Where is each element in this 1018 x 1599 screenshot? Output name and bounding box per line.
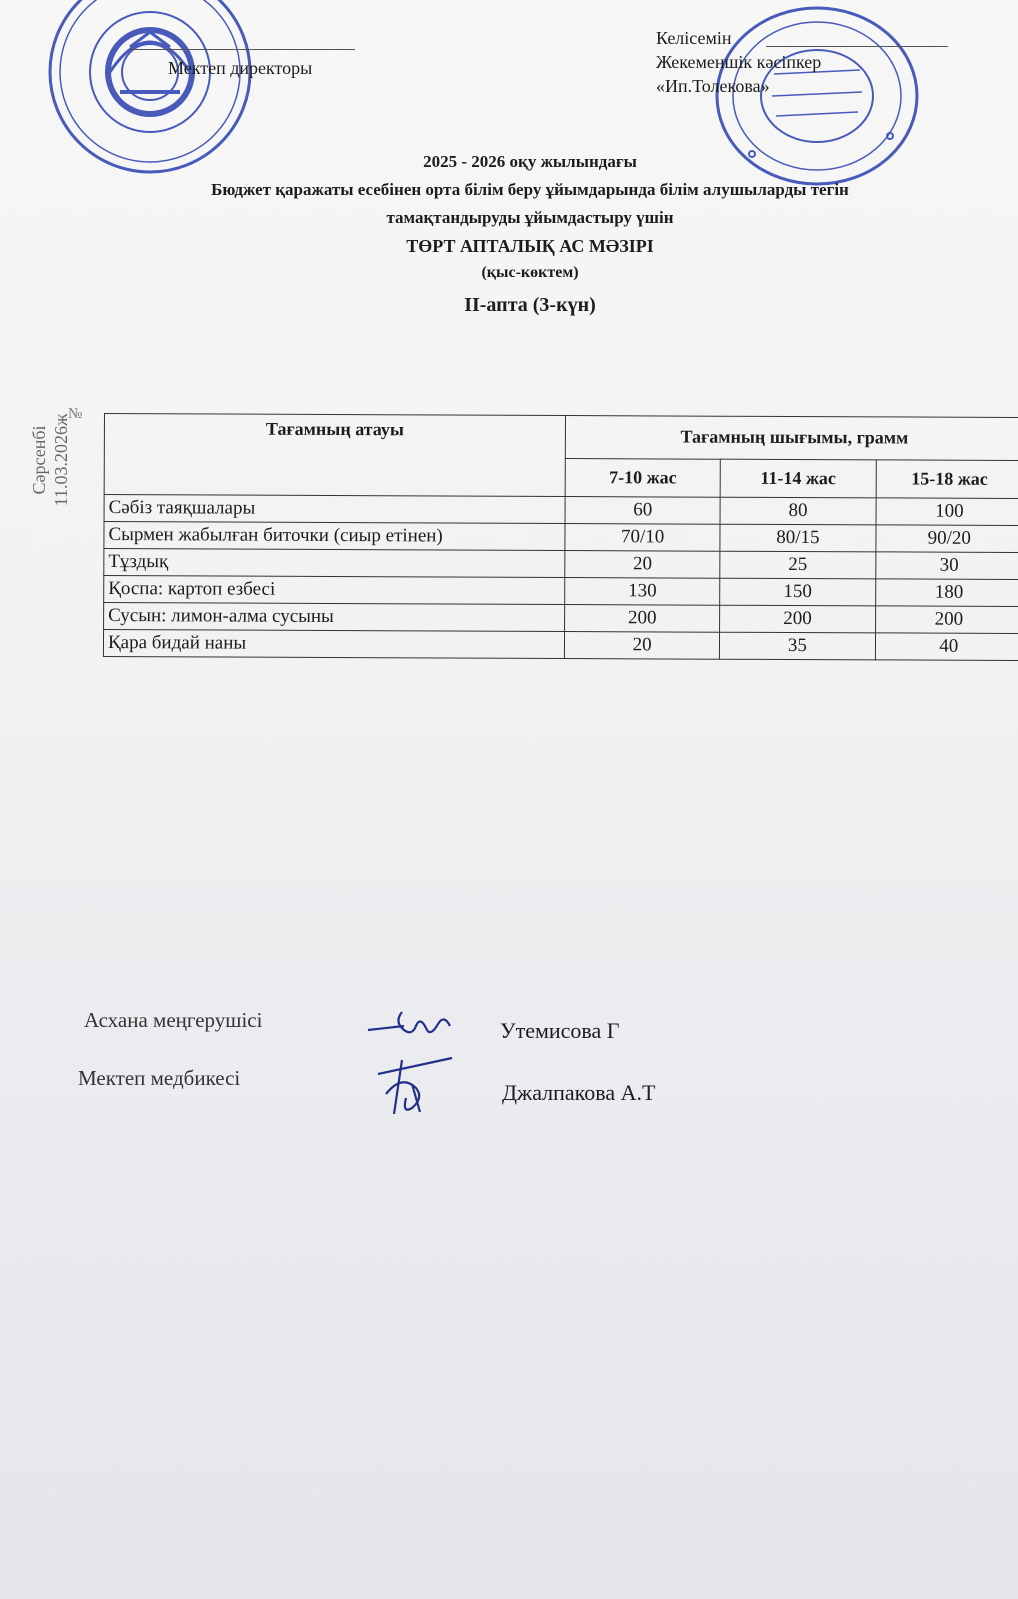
title-line-3: тамақтандыруды ұйымдастыру үшін	[386, 208, 674, 227]
title-line-4: ТӨРТ АПТАЛЫҚ АС МӘЗІРІ	[406, 236, 654, 256]
dish-name: Сәбіз таяқшалары	[104, 495, 565, 524]
table-row	[104, 576, 1018, 607]
portion-11-14: 80/15	[720, 524, 875, 552]
dish-name: Қара бидай наны	[103, 630, 564, 659]
portion-15-18: 30	[875, 552, 1018, 580]
table-row	[104, 603, 1018, 634]
dish-name-header: Тағамның атауы	[104, 414, 565, 497]
portion-11-14: 25	[720, 551, 875, 579]
approver-signature-line	[766, 46, 948, 47]
portion-7-10: 20	[565, 551, 720, 579]
table-row	[104, 495, 1018, 526]
table-row	[103, 630, 1018, 661]
week-day-title: II-апта (3-күн)	[464, 294, 596, 316]
portion-15-18: 200	[875, 606, 1018, 634]
age-header: 15-18 жас	[876, 459, 1018, 498]
director-signature-line	[130, 49, 355, 50]
number-column-label: №	[68, 406, 83, 422]
table-row	[104, 522, 1018, 553]
title-line-2: Бюджет қаражаты есебінен орта білім беру ұйымдарында білім алушыларды тегін	[211, 180, 849, 199]
day-name: Сәрсенбі	[29, 425, 49, 495]
portion-7-10: 60	[565, 497, 720, 525]
table-row	[104, 549, 1018, 580]
title-line-1: 2025 - 2026 оқу жылындағы	[423, 152, 637, 171]
portion-15-18: 90/20	[875, 525, 1018, 553]
dish-name: Сырмен жабылған биточки (сиыр етінен)	[104, 522, 565, 551]
portion-11-14: 150	[720, 578, 875, 606]
dish-name: Тұздық	[104, 549, 565, 578]
school-nurse-label: Мектеп медбикесі	[78, 1066, 241, 1090]
portion-7-10: 70/10	[565, 524, 720, 552]
approve-org: «Ип.Толекова»	[656, 76, 770, 96]
menu-table	[103, 413, 1018, 661]
school-nurse-signature	[372, 1054, 462, 1120]
canteen-head-signature	[364, 1004, 464, 1048]
output-header: Тағамның шығымы, грамм	[565, 416, 1018, 461]
day-date: 11.03.2026ж	[51, 413, 71, 507]
portion-11-14: 35	[720, 632, 875, 660]
portion-15-18: 40	[875, 633, 1018, 661]
approval-block	[656, 26, 821, 98]
portion-7-10: 200	[565, 605, 720, 633]
approve-title: Келісемін	[656, 28, 732, 48]
day-label-vertical	[28, 400, 108, 520]
dish-name: Қоспа: картоп езбесі	[104, 576, 565, 605]
canteen-head-label: Асхана меңгерушісі	[84, 1008, 263, 1032]
dish-name: Сусын: лимон-алма сусыны	[104, 603, 565, 632]
canteen-head-name: Утемисова Г	[500, 1018, 620, 1043]
age-header: 7-10 жас	[565, 458, 720, 497]
portion-11-14: 200	[720, 605, 875, 633]
portion-11-14: 80	[720, 497, 875, 525]
age-header: 11-14 жас	[720, 459, 875, 498]
portion-15-18: 100	[876, 498, 1018, 526]
table-header-row	[104, 414, 1018, 461]
portion-15-18: 180	[875, 579, 1018, 607]
director-title: Мектеп директоры	[168, 58, 313, 78]
title-line-5: (қыс-көктем)	[481, 264, 579, 281]
portion-7-10: 130	[565, 578, 720, 606]
school-nurse-name: Джалпакова А.Т	[502, 1080, 656, 1105]
approve-role: Жекеменшік кәсіпкер	[656, 52, 822, 72]
portion-7-10: 20	[564, 632, 719, 660]
